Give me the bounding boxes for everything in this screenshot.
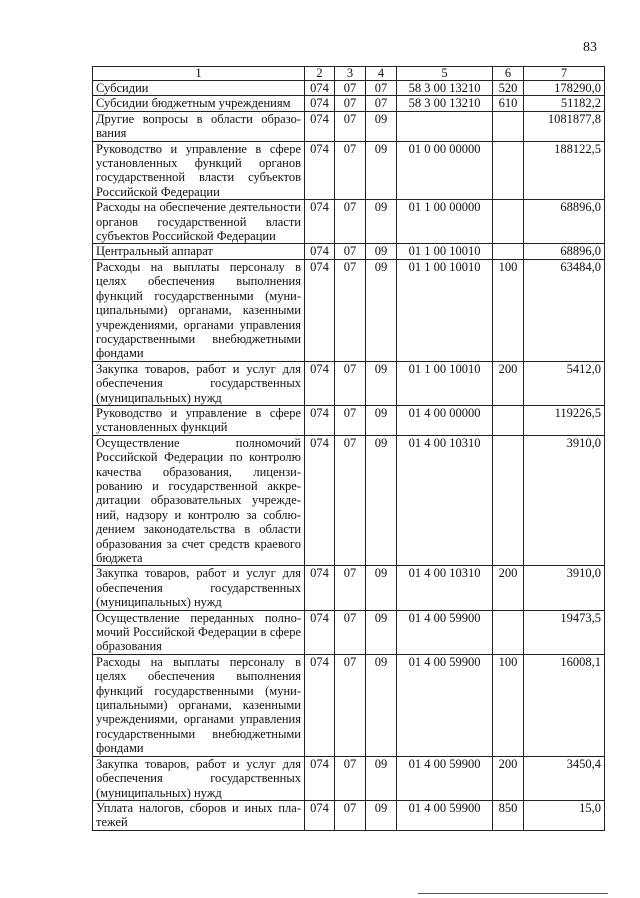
cell-ministry-code: 074 bbox=[305, 800, 335, 830]
header-col-6: 6 bbox=[493, 67, 524, 81]
cell-name: Руководство и управление в сфере установленных функций органов государственной власти субъектов Российской Федерации bbox=[93, 141, 305, 200]
cell-name: Центральный аппарат bbox=[93, 244, 305, 259]
cell-expense-type bbox=[493, 435, 524, 566]
cell-section: 07 bbox=[335, 756, 366, 800]
cell-subsection: 09 bbox=[366, 111, 397, 141]
cell-subsection: 09 bbox=[366, 361, 397, 405]
cell-target-article: 01 0 00 00000 bbox=[397, 141, 493, 200]
cell-section: 07 bbox=[335, 200, 366, 244]
cell-amount: 16008,1 bbox=[524, 654, 605, 756]
cell-amount: 188122,5 bbox=[524, 141, 605, 200]
cell-amount: 3450,4 bbox=[524, 756, 605, 800]
cell-section: 07 bbox=[335, 111, 366, 141]
cell-target-article: 01 4 00 59900 bbox=[397, 610, 493, 654]
table-row bbox=[93, 361, 605, 405]
cell-subsection: 09 bbox=[366, 566, 397, 610]
cell-amount: 178290,0 bbox=[524, 81, 605, 96]
cell-ministry-code: 074 bbox=[305, 756, 335, 800]
cell-subsection: 09 bbox=[366, 756, 397, 800]
cell-expense-type: 850 bbox=[493, 800, 524, 830]
table-row bbox=[93, 96, 605, 111]
cell-amount: 119226,5 bbox=[524, 405, 605, 435]
cell-target-article: 01 1 00 10010 bbox=[397, 244, 493, 259]
cell-section: 07 bbox=[335, 244, 366, 259]
header-col-5: 5 bbox=[397, 67, 493, 81]
cell-amount: 3910,0 bbox=[524, 566, 605, 610]
cell-amount: 68896,0 bbox=[524, 200, 605, 244]
cell-ministry-code: 074 bbox=[305, 111, 335, 141]
cell-subsection: 09 bbox=[366, 259, 397, 361]
table-row bbox=[93, 435, 605, 566]
cell-target-article: 01 4 00 59900 bbox=[397, 800, 493, 830]
cell-name: Руководство и управление в сфере установленных функций bbox=[93, 405, 305, 435]
cell-ministry-code: 074 bbox=[305, 405, 335, 435]
table-row bbox=[93, 610, 605, 654]
budget-table bbox=[92, 66, 605, 831]
cell-amount: 1081877,8 bbox=[524, 111, 605, 141]
cell-subsection: 09 bbox=[366, 654, 397, 756]
cell-amount: 51182,2 bbox=[524, 96, 605, 111]
cell-name: Осуществление полномочий Российской Федерации по контролю качества образования, лицензированию и государственной аккредитации образовательных учреждений, надзору и контролю за соблюдением законодательства в области образования за счет средств краевого бюджета bbox=[93, 435, 305, 566]
cell-subsection: 09 bbox=[366, 244, 397, 259]
cell-section: 07 bbox=[335, 141, 366, 200]
cell-name: Уплата налогов, сборов и иных платежей bbox=[93, 800, 305, 830]
cell-ministry-code: 074 bbox=[305, 361, 335, 405]
cell-target-article: 58 3 00 13210 bbox=[397, 81, 493, 96]
cell-target-article: 01 4 00 59900 bbox=[397, 654, 493, 756]
cell-amount: 68896,0 bbox=[524, 244, 605, 259]
cell-target-article: 01 4 00 59900 bbox=[397, 756, 493, 800]
cell-expense-type bbox=[493, 405, 524, 435]
cell-ministry-code: 074 bbox=[305, 200, 335, 244]
cell-expense-type: 100 bbox=[493, 259, 524, 361]
table-row bbox=[93, 566, 605, 610]
header-col-2: 2 bbox=[305, 67, 335, 81]
cell-name: Закупка товаров, работ и услуг для обеспечения государственных (муниципальных) нужд bbox=[93, 756, 305, 800]
cell-section: 07 bbox=[335, 81, 366, 96]
cell-name: Субсидии bbox=[93, 81, 305, 96]
cell-amount: 5412,0 bbox=[524, 361, 605, 405]
cell-section: 07 bbox=[335, 435, 366, 566]
cell-name: Субсидии бюджетным учреждениям bbox=[93, 96, 305, 111]
cell-section: 07 bbox=[335, 259, 366, 361]
header-col-3: 3 bbox=[335, 67, 366, 81]
table-header-row bbox=[93, 67, 605, 81]
header-col-7: 7 bbox=[524, 67, 605, 81]
cell-expense-type bbox=[493, 610, 524, 654]
cell-ministry-code: 074 bbox=[305, 566, 335, 610]
cell-section: 07 bbox=[335, 361, 366, 405]
page-number: 83 bbox=[583, 40, 597, 55]
cell-amount: 19473,5 bbox=[524, 610, 605, 654]
cell-ministry-code: 074 bbox=[305, 81, 335, 96]
cell-expense-type bbox=[493, 111, 524, 141]
cell-expense-type: 200 bbox=[493, 756, 524, 800]
table-row bbox=[93, 81, 605, 96]
cell-expense-type bbox=[493, 141, 524, 200]
cell-ministry-code: 074 bbox=[305, 96, 335, 111]
cell-ministry-code: 074 bbox=[305, 654, 335, 756]
cell-ministry-code: 074 bbox=[305, 259, 335, 361]
cell-name: Другие вопросы в области образования bbox=[93, 111, 305, 141]
cell-section: 07 bbox=[335, 405, 366, 435]
cell-expense-type: 610 bbox=[493, 96, 524, 111]
cell-name: Закупка товаров, работ и услуг для обеспечения государственных (муниципальных) нужд bbox=[93, 361, 305, 405]
cell-subsection: 09 bbox=[366, 200, 397, 244]
table-row bbox=[93, 244, 605, 259]
cell-ministry-code: 074 bbox=[305, 610, 335, 654]
cell-subsection: 09 bbox=[366, 435, 397, 566]
cell-expense-type: 200 bbox=[493, 566, 524, 610]
footer-rule bbox=[418, 893, 608, 894]
cell-subsection: 07 bbox=[366, 81, 397, 96]
header-col-1: 1 bbox=[93, 67, 305, 81]
table-row bbox=[93, 405, 605, 435]
cell-subsection: 09 bbox=[366, 800, 397, 830]
cell-target-article: 01 4 00 00000 bbox=[397, 405, 493, 435]
cell-section: 07 bbox=[335, 800, 366, 830]
cell-section: 07 bbox=[335, 654, 366, 756]
cell-subsection: 09 bbox=[366, 141, 397, 200]
cell-target-article: 01 1 00 00000 bbox=[397, 200, 493, 244]
cell-name: Расходы на выплаты персоналу в целях обеспечения выполнения функций государственными (муниципальными) органами, казенными учреждениями, органами управления государственными внебюджетными фондами bbox=[93, 259, 305, 361]
cell-ministry-code: 074 bbox=[305, 244, 335, 259]
cell-name: Закупка товаров, работ и услуг для обеспечения государственных (муниципальных) нужд bbox=[93, 566, 305, 610]
cell-section: 07 bbox=[335, 566, 366, 610]
cell-expense-type: 520 bbox=[493, 81, 524, 96]
cell-expense-type bbox=[493, 244, 524, 259]
cell-subsection: 07 bbox=[366, 96, 397, 111]
cell-section: 07 bbox=[335, 96, 366, 111]
table-row bbox=[93, 111, 605, 141]
cell-expense-type bbox=[493, 200, 524, 244]
cell-target-article bbox=[397, 111, 493, 141]
cell-target-article: 58 3 00 13210 bbox=[397, 96, 493, 111]
cell-ministry-code: 074 bbox=[305, 435, 335, 566]
cell-amount: 3910,0 bbox=[524, 435, 605, 566]
cell-subsection: 09 bbox=[366, 610, 397, 654]
cell-name: Расходы на обеспечение деятельности органов государственной власти субъектов Российской Федерации bbox=[93, 200, 305, 244]
cell-expense-type: 100 bbox=[493, 654, 524, 756]
cell-name: Расходы на выплаты персоналу в целях обеспечения выполнения функций государственными (муниципальными) органами, казенными учреждениями, органами управления государственными внебюджетными фондами bbox=[93, 654, 305, 756]
cell-target-article: 01 4 00 10310 bbox=[397, 435, 493, 566]
cell-name: Осуществление переданных полномочий Российской Федерации в сфере образования bbox=[93, 610, 305, 654]
cell-target-article: 01 1 00 10010 bbox=[397, 361, 493, 405]
table-body bbox=[93, 81, 605, 831]
table-row bbox=[93, 200, 605, 244]
cell-target-article: 01 1 00 10010 bbox=[397, 259, 493, 361]
cell-expense-type: 200 bbox=[493, 361, 524, 405]
header-col-4: 4 bbox=[366, 67, 397, 81]
cell-target-article: 01 4 00 10310 bbox=[397, 566, 493, 610]
cell-ministry-code: 074 bbox=[305, 141, 335, 200]
cell-subsection: 09 bbox=[366, 405, 397, 435]
cell-section: 07 bbox=[335, 610, 366, 654]
table-row bbox=[93, 654, 605, 756]
table-row bbox=[93, 141, 605, 200]
table-row bbox=[93, 756, 605, 800]
table-row bbox=[93, 259, 605, 361]
table-row bbox=[93, 800, 605, 830]
cell-amount: 15,0 bbox=[524, 800, 605, 830]
cell-amount: 63484,0 bbox=[524, 259, 605, 361]
